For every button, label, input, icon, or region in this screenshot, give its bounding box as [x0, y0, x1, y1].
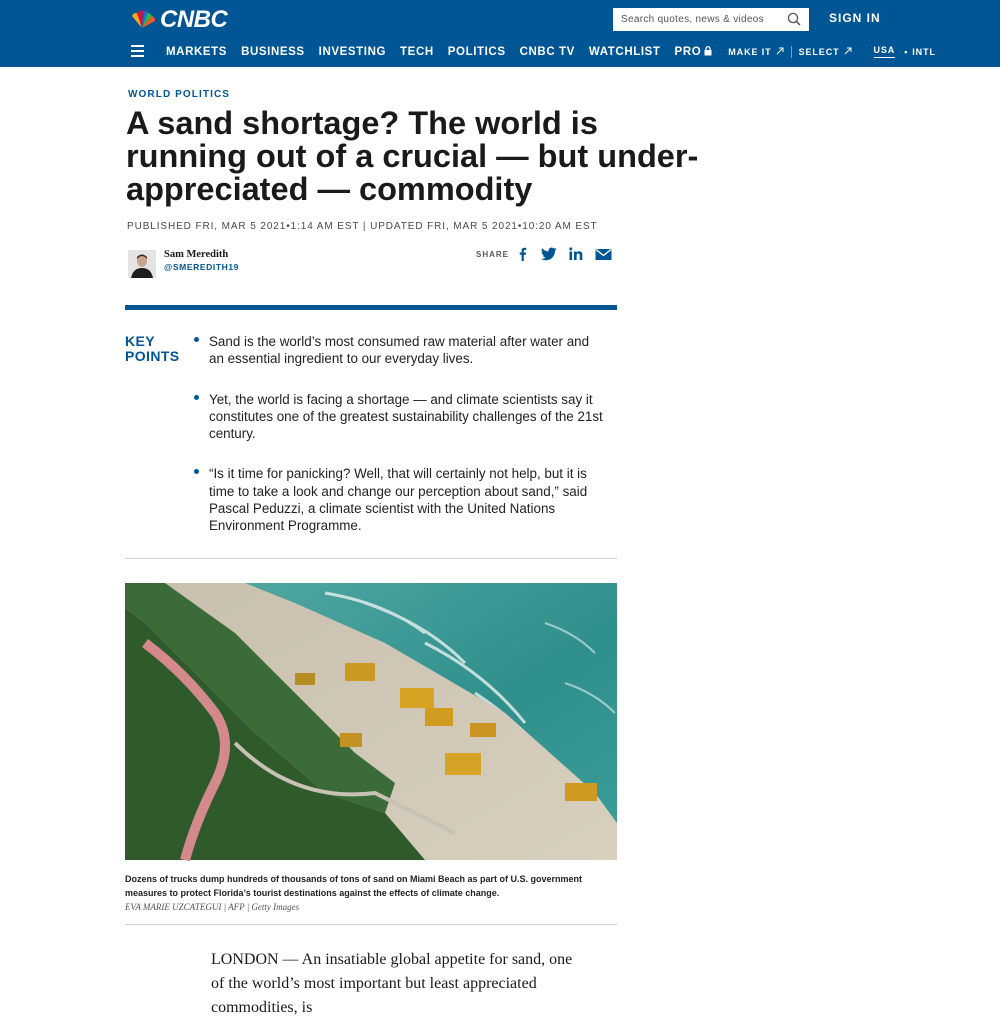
nav-pro-label: PRO [674, 45, 702, 58]
share-label: SHARE [476, 250, 510, 259]
beach-trucks-image [125, 583, 617, 860]
external-link-icon [776, 47, 784, 55]
site-header [0, 0, 1000, 67]
cnbc-wordmark: CNBC [160, 6, 228, 33]
key-point [193, 391, 603, 443]
article-dateline: PUBLISHED FRI, MAR 5 2021•1:14 AM EST | UPDATED FRI, MAR 5 2021•10:20 AM EST [127, 221, 598, 232]
nav-divider [791, 46, 792, 58]
bullet-icon [194, 469, 199, 474]
external-link-icon [844, 47, 852, 55]
nav-pro[interactable] [675, 46, 713, 58]
nav-watchlist[interactable]: WATCHLIST [588, 45, 661, 58]
nav-tech[interactable]: TECH [400, 45, 434, 58]
email-icon[interactable] [595, 247, 612, 261]
author-name[interactable]: Sam Meredith [164, 249, 229, 260]
photo-caption: Dozens of trucks dump hundreds of thousands of tons of sand on Miami Beach as part of U.S. government measures to protect Florida’s tourist destinations against the effects of climate change. [125, 874, 583, 898]
nav-politics[interactable]: POLITICS [447, 45, 506, 58]
section-label[interactable]: WORLD POLITICS [128, 89, 231, 100]
article-headline: A sand shortage? The world is running out of a crucial — but under-appreciated — commodity [126, 105, 699, 207]
facebook-icon[interactable] [515, 247, 531, 261]
article-body: LONDON — An insatiable global appetite for sand, one of the world’s most important but least appreciated commodities, is [211, 951, 573, 1016]
search-icon[interactable] [787, 12, 801, 26]
key-point-text: Sand is the world’s most consumed raw material after water and an essential ingredient to our everyday lives. [209, 334, 590, 367]
article-photo[interactable] [125, 583, 617, 860]
cnbc-logo[interactable] [128, 6, 228, 33]
bullet-icon [194, 395, 199, 400]
key-points-list [193, 333, 603, 558]
key-points-label-line1: KEY [125, 333, 155, 349]
key-points-divider [125, 558, 617, 559]
nav-make-it[interactable] [728, 47, 783, 57]
sign-in-button[interactable]: SIGN IN [829, 11, 881, 25]
nav-business[interactable]: BUSINESS [241, 45, 305, 58]
edition-usa[interactable]: USA [874, 45, 896, 58]
key-points-label-line2: POINTS [125, 348, 180, 364]
linkedin-icon[interactable] [568, 247, 584, 261]
menu-icon[interactable] [131, 45, 144, 57]
caption-divider [125, 924, 617, 925]
search-box[interactable] [613, 8, 809, 31]
key-point-text: Yet, the world is facing a shortage — and climate scientists say it constitutes one of the greatest sustainability challenges of the 21st century. [209, 391, 603, 442]
twitter-icon[interactable] [541, 247, 557, 261]
photo-credit: EVA MARIE UZCATEGUI | AFP | Getty Images [125, 902, 300, 912]
search-input[interactable] [621, 14, 781, 25]
nav-select[interactable] [799, 47, 852, 57]
author-handle[interactable]: @SMEREDITH19 [164, 262, 240, 272]
nbc-peacock-icon [128, 10, 156, 30]
edition-intl[interactable]: INTL [912, 46, 936, 57]
nav-cnbc-tv[interactable]: CNBC TV [519, 45, 575, 58]
nav-markets[interactable]: MARKETS [166, 45, 228, 58]
key-point [193, 465, 603, 534]
bullet-icon [194, 337, 199, 342]
author-photo [128, 250, 156, 278]
edition-separator: • [904, 46, 909, 57]
nav-make-it-label: MAKE IT [728, 46, 772, 57]
key-point [193, 333, 603, 368]
key-point-text: “Is it time for panicking? Well, that will certainly not help, but it is time to take a look and change our perception about sand,” said Pascal Peduzzi, a climate scientist with the United Nations Environment Programme. [209, 466, 588, 534]
nav-investing[interactable]: INVESTING [318, 45, 387, 58]
lock-icon [704, 46, 712, 56]
main-nav [166, 45, 936, 58]
section-divider [125, 305, 617, 310]
author-avatar[interactable] [128, 250, 156, 278]
nav-select-label: SELECT [798, 46, 840, 57]
key-points-label [125, 334, 180, 364]
